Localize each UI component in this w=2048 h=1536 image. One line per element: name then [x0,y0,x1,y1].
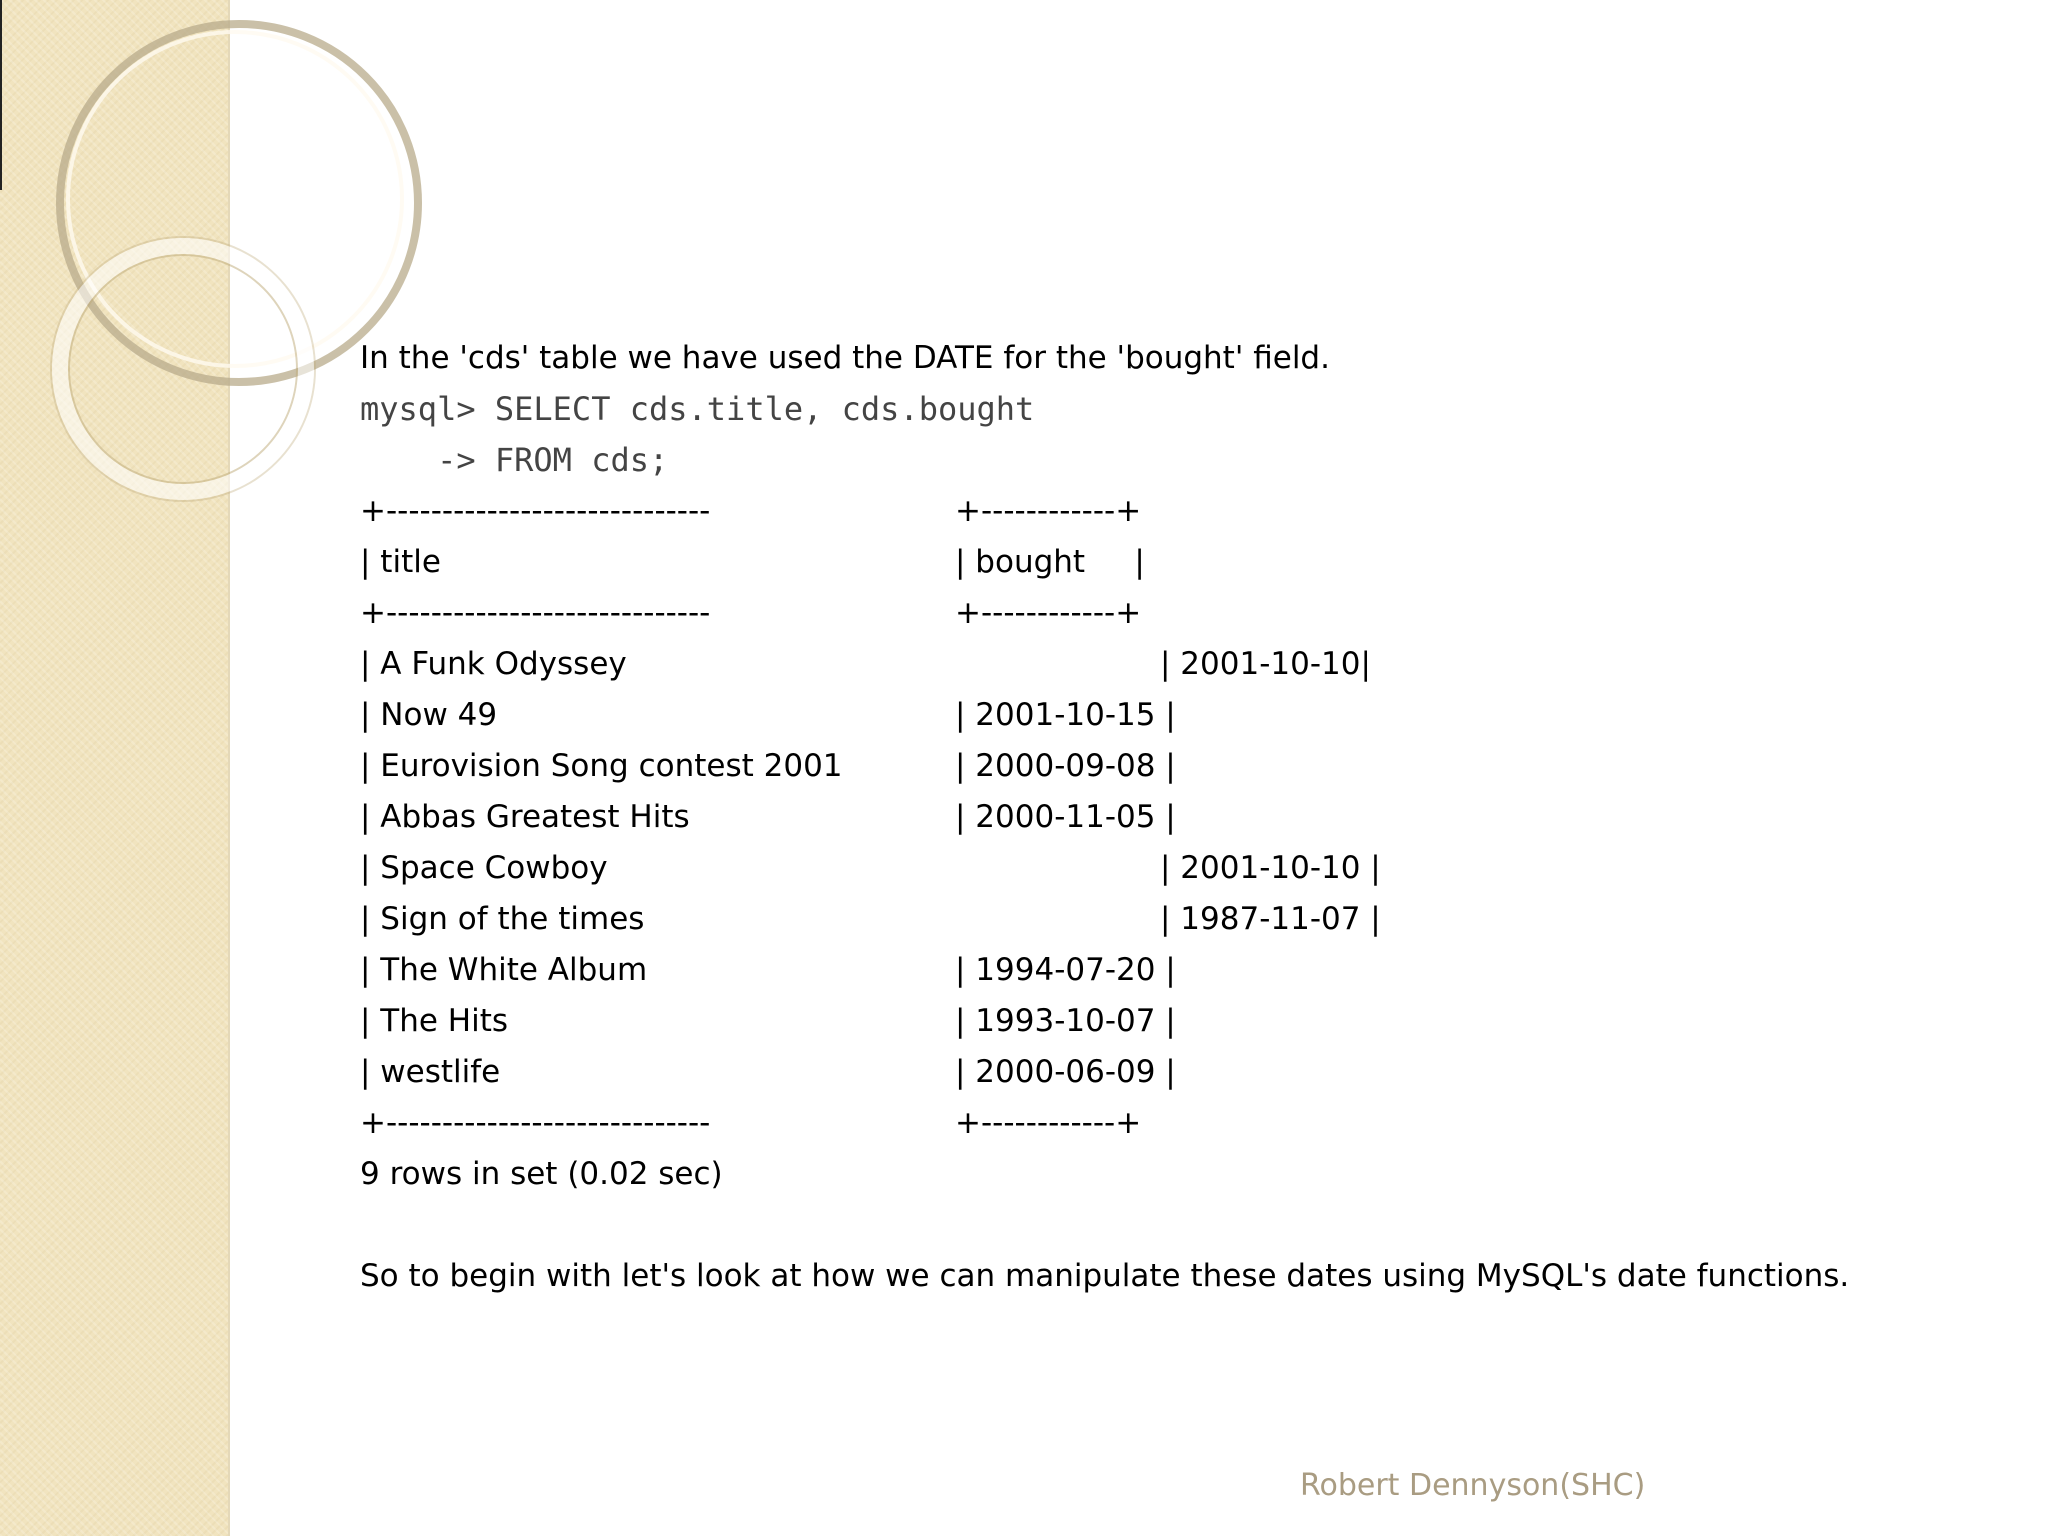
row-title: | Sign of the times [360,901,645,937]
table-row [360,843,1960,894]
decorative-sidebar [0,0,230,1536]
row-count-text: 9 rows in set (0.02 sec) [360,1156,723,1192]
row-title: | A Funk Odyssey [360,646,627,682]
table-row [360,639,1960,690]
intro-text: In the 'cds' table we have used the DATE for the 'bought' field. [360,340,1330,376]
table-row [360,894,1960,945]
row-title: | The Hits [360,1003,509,1039]
row-title: | Eurovision Song contest 2001 [360,748,843,784]
row-bought: | 2001-10-15 | [955,697,1176,733]
row-bought: | 1993-10-07 | [955,1003,1176,1039]
decorative-ring-small [52,238,314,500]
row-bought: | 1994-07-20 | [955,952,1176,988]
table-border-bottom [360,1098,1960,1149]
sql-query-line-1: mysql> SELECT cds.title, cds.bought [360,390,1035,428]
table-row [360,1047,1960,1098]
row-bought: | 2000-09-08 | [955,748,1176,784]
row-title: | Now 49 [360,697,498,733]
column-header-bought: | bought | [955,544,1145,580]
row-bought: | 2001-10-10 | [1160,850,1381,886]
table-border-header [360,588,1960,639]
table-border-left: +----------------------------- [360,595,711,631]
sql-query-line-2: -> FROM cds; [360,441,669,479]
row-bought: | 2000-06-09 | [955,1054,1176,1090]
table-header [360,537,1960,588]
table-border-right: +------------+ [955,1105,1142,1141]
conclusion-text: So to begin with let's look at how we can manipulate these dates using MySQL's date functions. [360,1258,1850,1294]
table-border-right: +------------+ [955,493,1142,529]
sidebar-edge-strip [0,0,2,190]
row-title: | Space Cowboy [360,850,608,886]
table-border-left: +----------------------------- [360,493,711,529]
table-row [360,945,1960,996]
slide-content [360,333,1960,1302]
row-bought: | 1987-11-07 | [1160,901,1381,937]
table-border-right: +------------+ [955,595,1142,631]
table-border-left: +----------------------------- [360,1105,711,1141]
row-bought: | 2000-11-05 | [955,799,1176,835]
table-row [360,996,1960,1047]
table-border-top [360,486,1960,537]
footer-author: Robert Dennyson(SHC) [1300,1468,1646,1503]
row-title: | westlife [360,1054,501,1090]
row-title: | Abbas Greatest Hits [360,799,690,835]
row-bought: | 2001-10-10| [1160,646,1371,682]
spacer [360,1200,1960,1251]
row-title: | The White Album [360,952,648,988]
column-header-title: | title [360,544,441,580]
table-row [360,690,1960,741]
table-row [360,741,1960,792]
table-row [360,792,1960,843]
